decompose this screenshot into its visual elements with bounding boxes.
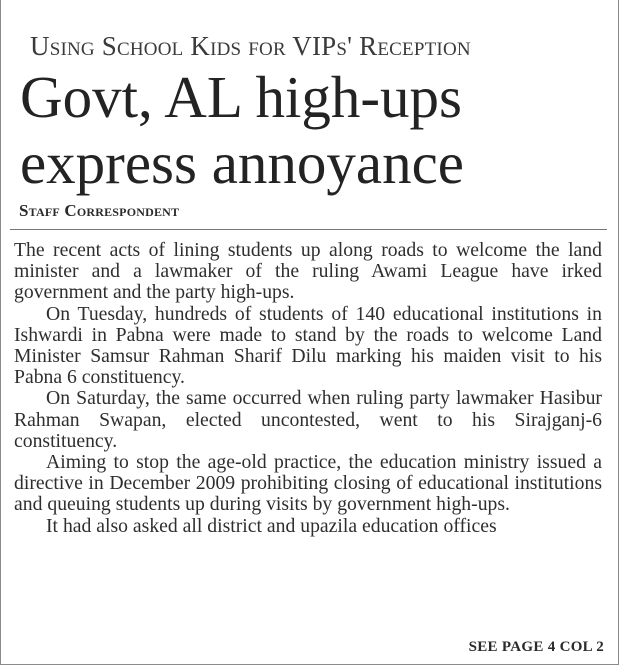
divider	[10, 229, 607, 230]
paragraph: It had also asked all district and upazila education offices	[46, 514, 497, 537]
kicker: Using School Kids for VIPs' Reception	[30, 31, 471, 61]
headline-line-2: express annoyance	[20, 130, 464, 196]
byline: Staff Correspondent	[19, 201, 180, 220]
paragraph: The recent acts of lining students up along roads to welcome the land minister and a lawmaker of the ruling Awami League have irked government and the party high-ups.	[14, 239, 602, 304]
article-body	[14, 240, 602, 537]
paragraph: On Tuesday, hundreds of students of 140 educational institutions in Ishwardi in Pabna were made to stand by the roads to welcome Land Minister Samsur Rahman Sharif Dilu marking his maiden visit to his Pabna 6 constituency.	[14, 302, 602, 389]
headline-line-1: Govt, AL high-ups	[20, 64, 462, 130]
jump-line: SEE PAGE 4 COL 2	[468, 639, 604, 655]
paragraph: On Saturday, the same occurred when ruling party lawmaker Hasibur Rahman Swapan, elected uncontested, went to his Sirajganj-6 constituency.	[14, 387, 602, 452]
paragraph: Aiming to stop the age-old practice, the education ministry issued a directive in December 2009 prohibiting closing of educational institutions and queuing students up during visits by government high-ups.	[14, 451, 602, 516]
headline	[20, 64, 610, 196]
